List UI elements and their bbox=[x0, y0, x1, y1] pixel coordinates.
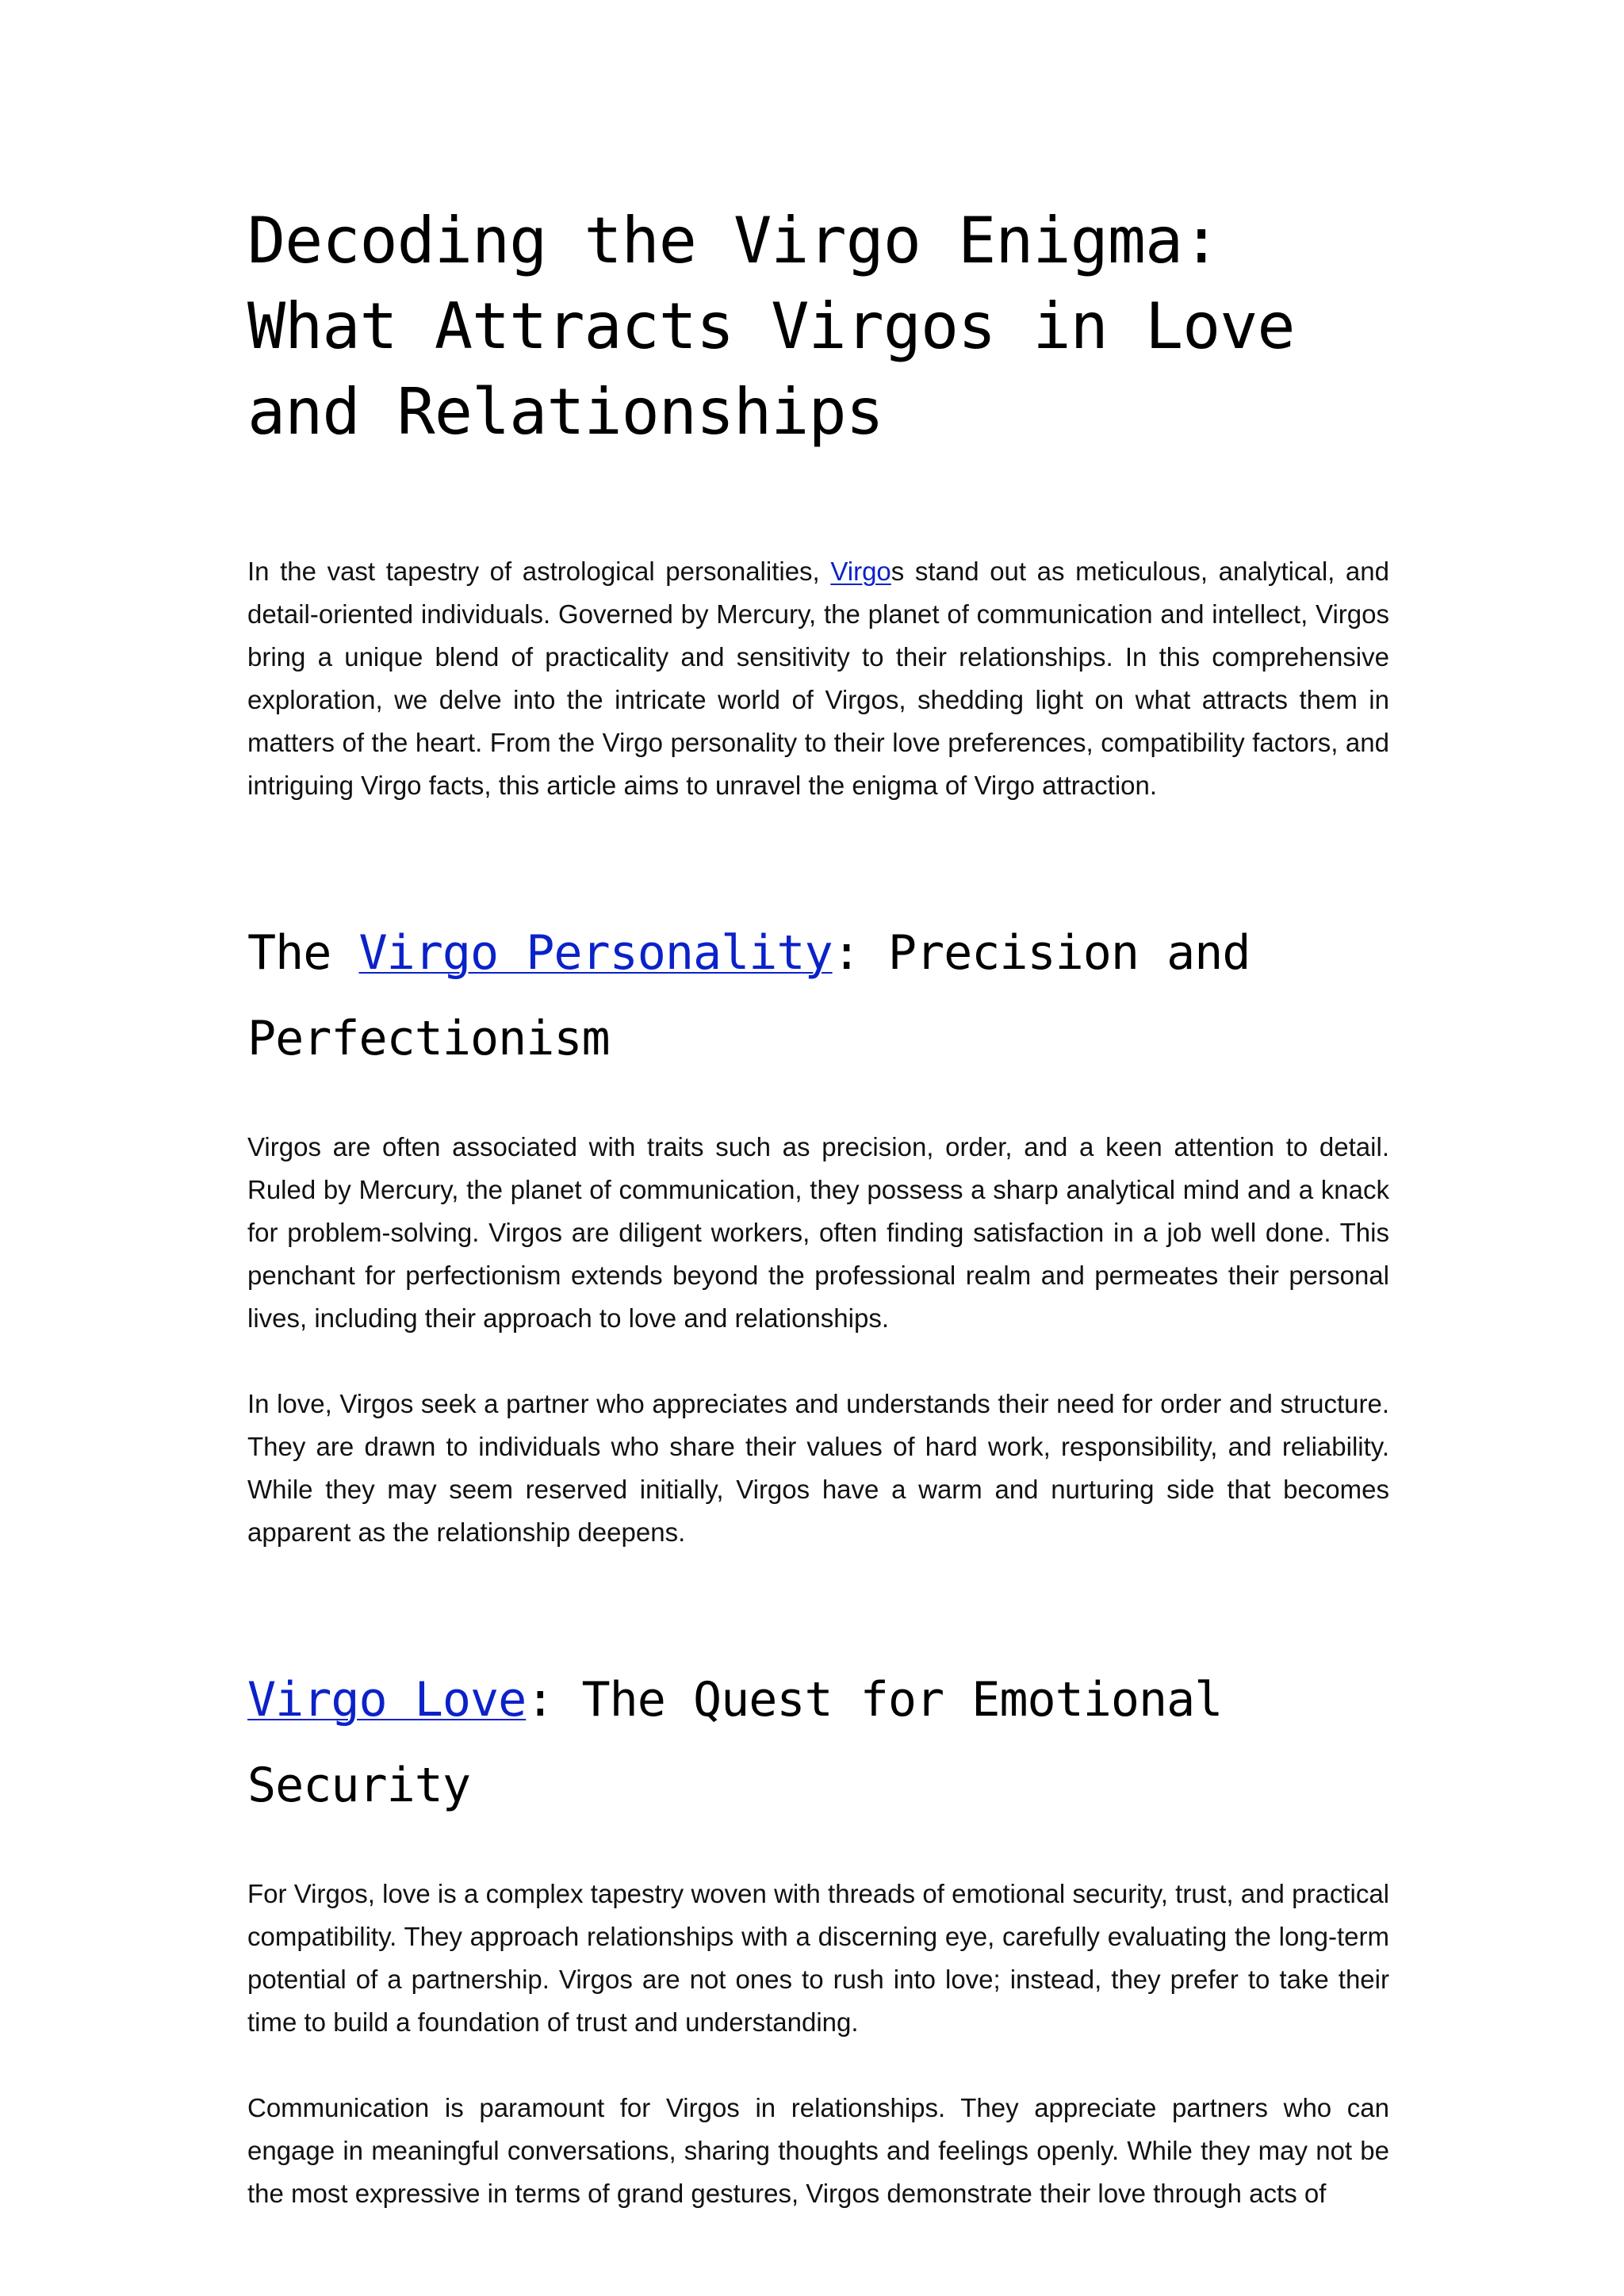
page-title: Decoding the Virgo Enigma: What Attracts Virgos in Love and Relationships bbox=[247, 204, 1295, 449]
intro-text-before-link: In the vast tapestry of astrological personalities, bbox=[247, 557, 831, 586]
virgo-love-link[interactable]: Virgo Love bbox=[247, 1672, 527, 1728]
heading-prefix: The bbox=[247, 925, 359, 981]
intro-text-after-link: s stand out as meticulous, analytical, and detail-oriented individuals. Governed by Mercury, the planet of communication and intellect, Virgos bring a unique blend of practicality and sensitivity to their relationships. In this comprehensive exploration, we delve into the intricate world of Virgos, shedding light on what attracts them in matters of the heart. From the Virgo personality to their love preferences, compatibility factors, and intriguing Virgo facts, this article aims to unravel the enigma of Virgo attraction. bbox=[247, 557, 1389, 800]
body-paragraph: In love, Virgos seek a partner who appreciates and understands their need for order and structure. They are drawn to individuals who share their values of hard work, responsibility, and reliability. While they may seem reserved initially, Virgos have a warm and nurturing side that becomes apparent as the relationship deepens. bbox=[247, 1389, 1389, 1547]
virgo-link[interactable]: Virgo bbox=[830, 557, 891, 586]
body-paragraph: For Virgos, love is a complex tapestry woven with threads of emotional security, trust, and practical compatibility. They approach relationships with a discerning eye, carefully evaluating the long-term potential of a partnership. Virgos are not ones to rush into love; instead, they prefer to take their time to build a foundation of trust and understanding. bbox=[247, 1879, 1389, 2037]
body-paragraph: Virgos are often associated with traits such as precision, order, and a keen attention to detail. Ruled by Mercury, the planet of communication, they possess a sharp analytical mind and a knack for problem-solving. Virgos are diligent workers, often finding satisfaction in a job well done. This penchant for perfectionism extends beyond the professional realm and permeates their personal lives, including their approach to love and relationships. bbox=[247, 1132, 1389, 1333]
section-heading-virgo-love bbox=[247, 1657, 1389, 1828]
body-paragraph: Communication is paramount for Virgos in relationships. They appreciate partners who can engage in meaningful conversations, sharing thoughts and feelings openly. While they may not be the most expressive in terms of grand gestures, Virgos demonstrate their love through acts of bbox=[247, 2093, 1389, 2208]
virgo-personality-link[interactable]: Virgo Personality bbox=[358, 925, 833, 981]
document-page bbox=[247, 198, 1389, 2215]
section-heading-virgo-personality bbox=[247, 910, 1389, 1081]
heading-suffix: : Precision and Perfectionism bbox=[247, 925, 1251, 1066]
heading-suffix: : The Quest for Emotional Security bbox=[247, 1672, 1223, 1813]
intro-paragraph bbox=[247, 550, 1389, 807]
